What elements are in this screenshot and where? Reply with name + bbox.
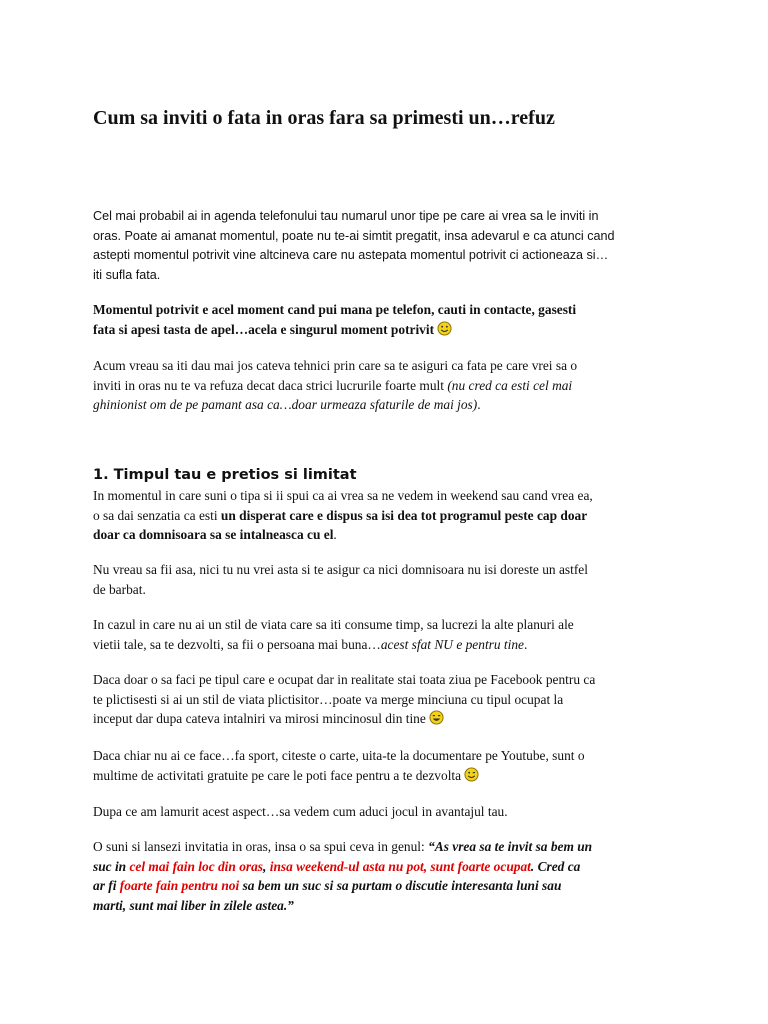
section1-paragraph-3 [93,615,683,654]
moment-line: fata si apesi tasta de apel…acela e singurul moment potrivit [93,321,435,337]
section-heading: 1. Timpul tau e pretios si limitat [93,467,357,483]
section1-paragraph-5 [93,746,683,785]
quote-text: suc in [93,858,130,874]
paragraph-line: O suni si lansezi invitatia in oras, insa o sa spui ceva in genul: [93,839,429,854]
paragraph-line: In momentul in care suni o tipa si ii spui ca ai vrea sa ne vedem in weekend sau cand vrea ea, [93,488,593,503]
moment-paragraph [93,300,683,339]
techniques-period: . [477,397,481,413]
section1-paragraph-7 [93,837,683,915]
quote-text: . Cred ca [530,858,581,874]
intro-line: oras. Poate ai amanat momentul, poate nu te-ai simtit pregatit, insa adevarul e ca atunci cand [93,228,615,243]
section1-paragraph-6: Dupa ce am lamurit acest aspect…sa vedem cum aduci jocul in avantajul tau. [93,804,508,819]
techniques-line: Acum vreau sa iti dau mai jos cateva tehnici prin care sa te asiguri ca fata pe care vrei sa o [93,358,578,373]
section1-paragraph-4 [93,670,683,729]
quote-highlight: foarte fain pentru noi [119,878,240,894]
laughing-smiley-icon [429,710,444,725]
moment-line: Momentul potrivit e acel moment cand pui mana pe telefon, cauti in contacte, gasesti [93,302,577,317]
smiley-icon [437,321,452,336]
paragraph-line: de barbat. [93,581,146,597]
intro-line: astepti momentul potrivit vine altcineva care nu astepata momentul potrivit ci actioneaza si… [93,248,609,263]
paragraph-line: Daca doar o sa faci pe tipul care e ocupat dar in realitate stai toata ziua pe Facebook pentru ca [93,672,596,687]
italic-phrase: acest sfat NU e pentru tine [380,636,524,652]
paragraph-line: o sa dai senzatia ca esti [93,507,221,523]
intro-line: Cel mai probabil ai in agenda telefonului tau numarul unor tipe pe care ai vrea sa le inviti in [93,209,599,223]
intro-line: iti sufla fata. [93,267,161,282]
paragraph-period: . [524,636,528,652]
paragraph-line: In cazul in care nu ai un stil de viata care sa iti consume timp, sa lucrezi la alte planuri ale [93,617,574,632]
bold-phrase: un disperat care e dispus sa isi dea tot programul peste cap doar [220,507,588,523]
quote-highlight: insa weekend-ul asta nu pot, sunt foarte ocupat [269,858,531,874]
page-title: Cum sa inviti o fata in oras fara sa primesti un…refuz [93,107,555,129]
paragraph-line: inceput dar dupa cateva intalniri va mirosi mincinosul din tine [93,711,426,727]
paragraph-line: vietii tale, sa te dezvolti, sa fii o persoana mai buna… [93,636,381,652]
paragraph-line: Daca chiar nu ai ce face…fa sport, citeste o carte, uita-te la documentare pe Youtube, sunt o [93,748,585,763]
bold-phrase: doar ca domnisoara sa se intalneasca cu el [93,527,334,543]
techniques-line: inviti in oras nu te va refuza decat daca strici lucrurile foarte mult [93,377,448,393]
section1-paragraph-2 [93,560,683,599]
intro-paragraph [93,207,683,285]
paragraph-line: multime de activitati gratuite pe care le poti face pentru a te dezvolta [93,767,462,783]
techniques-aside: ghinionist om de pe pamant asa ca…doar urmeaza sfaturile de mai jos) [93,397,478,413]
techniques-aside: (nu cred ca esti cel mai [447,377,573,393]
quote-text: “As vrea sa te invit sa bem un [428,839,593,854]
techniques-paragraph [93,356,683,415]
quote-highlight: cel mai fain loc din oras [129,858,264,874]
paragraph-line: te plictisesti si ai un stil de viata plictisitor…poate va merge minciuna cu tipul ocupat la [93,691,564,707]
section1-paragraph-1 [93,486,683,545]
quote-text: ar fi [93,878,120,894]
quote-text: marti, sunt mai liber in zilele astea.” [93,897,294,913]
wink-smiley-icon [464,767,479,782]
quote-text: sa bem un suc si sa purtam o discutie interesanta luni sau [239,878,562,894]
paragraph-line: Nu vreau sa fii asa, nici tu nu vrei asta si te asigur ca nici domnisoara nu isi doreste un astfel [93,562,588,577]
quote-text: , [263,858,270,874]
paragraph-period: . [333,527,337,543]
